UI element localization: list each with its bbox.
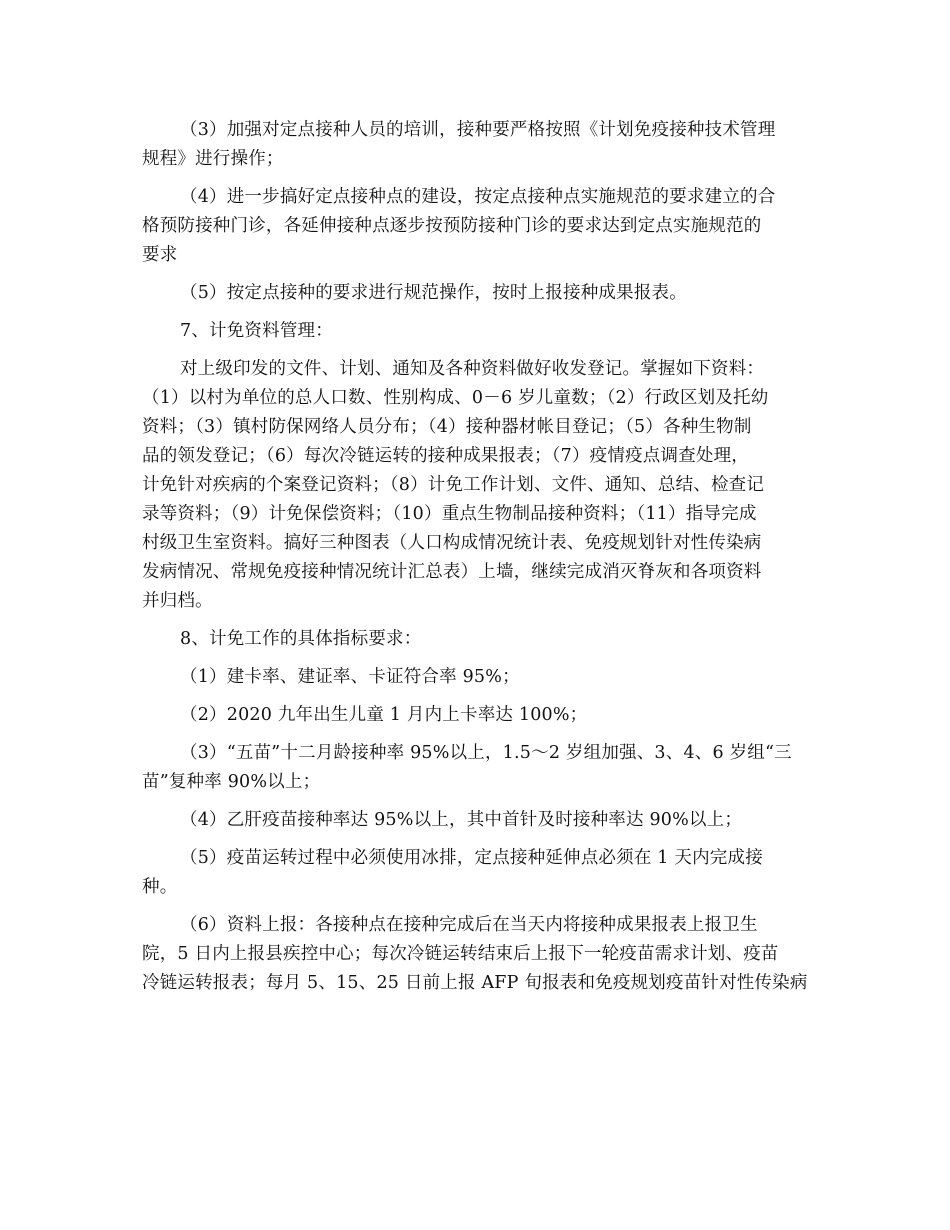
text-line: 对上级印发的文件、计划、通知及各种资料做好收发登记。掌握如下资料：: [180, 359, 765, 379]
paragraph-item-4-clinic: [142, 183, 808, 270]
text-line: （1）以村为单位的总人口数、性别构成、0－6 岁儿童数；（2）行政区划及托幼: [142, 388, 769, 408]
text-line: 品的领发登记；（6）每次冷链运转的接种成果报表；（7）疫情疫点调查处理，: [142, 446, 749, 466]
section-heading-8: [142, 625, 808, 654]
text-line: （1）建卡率、建证率、卡证符合率 95%；: [180, 667, 520, 687]
paragraph-data-management: [142, 355, 808, 616]
text-line: 8、计免工作的具体指标要求：: [180, 629, 422, 649]
paragraph-item-1-card-rate: [142, 663, 808, 692]
text-line: （6）资料上报：各接种点在接种完成后在当天内将接种成果报表上报卫生: [180, 915, 758, 935]
text-line: 资料；（3）镇村防保网络人员分布；（4）接种器材帐目登记；（5）各种生物制: [142, 417, 752, 437]
text-line: 7、计免资料管理：: [180, 321, 333, 341]
text-line: 格预防接种门诊，各延伸接种点逐步按预防接种门诊的要求达到定点实施规范的: [142, 216, 762, 236]
document-body: [142, 116, 808, 998]
text-line: 院，5 日内上报县疾控中心；每次冷链运转结束后上报下一轮疫苗需求计划、疫苗: [142, 944, 779, 964]
text-line: （2）2020 九年出生儿童 1 月内上卡率达 100%；: [180, 705, 588, 725]
text-line: （3）“五苗”十二月龄接种率 95%以上，1.5～2 岁组加强、3、4、6 岁组“三: [180, 743, 792, 763]
paragraph-item-6-reporting: [142, 911, 808, 998]
text-line: 规程》进行操作；: [142, 149, 284, 169]
paragraph-item-3-training: [142, 116, 808, 174]
section-heading-7: [142, 317, 808, 346]
paragraph-item-2-birth-card-rate: [142, 701, 808, 730]
text-line: （5）按定点接种的要求进行规范操作，按时上报接种成果报表。: [180, 283, 687, 303]
text-line: 村级卫生室资料。搞好三种图表（人口构成情况统计表、免疫规划针对性传染病: [142, 533, 762, 553]
paragraph-item-3-vaccination-rate: [142, 739, 808, 797]
text-line: （4）乙肝疫苗接种率达 95%以上，其中首针及时接种率达 90%以上；: [180, 810, 743, 830]
text-line: 要求: [142, 245, 178, 265]
text-line: 冷链运转报表；每月 5、15、25 日前上报 AFP 旬报表和免疫规划疫苗针对性传染病: [142, 973, 808, 993]
paragraph-item-5-cold-chain: [142, 844, 808, 902]
text-line: 并归档。: [142, 591, 213, 611]
text-line: （4）进一步搞好定点接种点的建设，按定点接种点实施规范的要求建立的合: [180, 187, 776, 207]
text-line: （3）加强对定点接种人员的培训，接种要严格按照《计划免疫接种技术管理: [180, 120, 776, 140]
text-line: 种。: [142, 877, 178, 897]
text-line: （5）疫苗运转过程中必须使用冰排，定点接种延伸点必须在 1 天内完成接: [180, 848, 763, 868]
text-line: 苗”复种率 90%以上；: [142, 772, 321, 792]
text-line: 计免针对疾病的个案登记资料；（8）计免工作计划、文件、通知、总结、检查记: [142, 475, 765, 495]
text-line: 录等资料；（9）计免保偿资料；（10）重点生物制品接种资料；（11）指导完成: [142, 504, 757, 524]
text-line: 发病情况、常规免疫接种情况统计汇总表）上墙，继续完成消灭脊灰和各项资料: [142, 562, 762, 582]
paragraph-item-4-hepatitis-b: [142, 806, 808, 835]
paragraph-item-5-operation: [142, 279, 808, 308]
